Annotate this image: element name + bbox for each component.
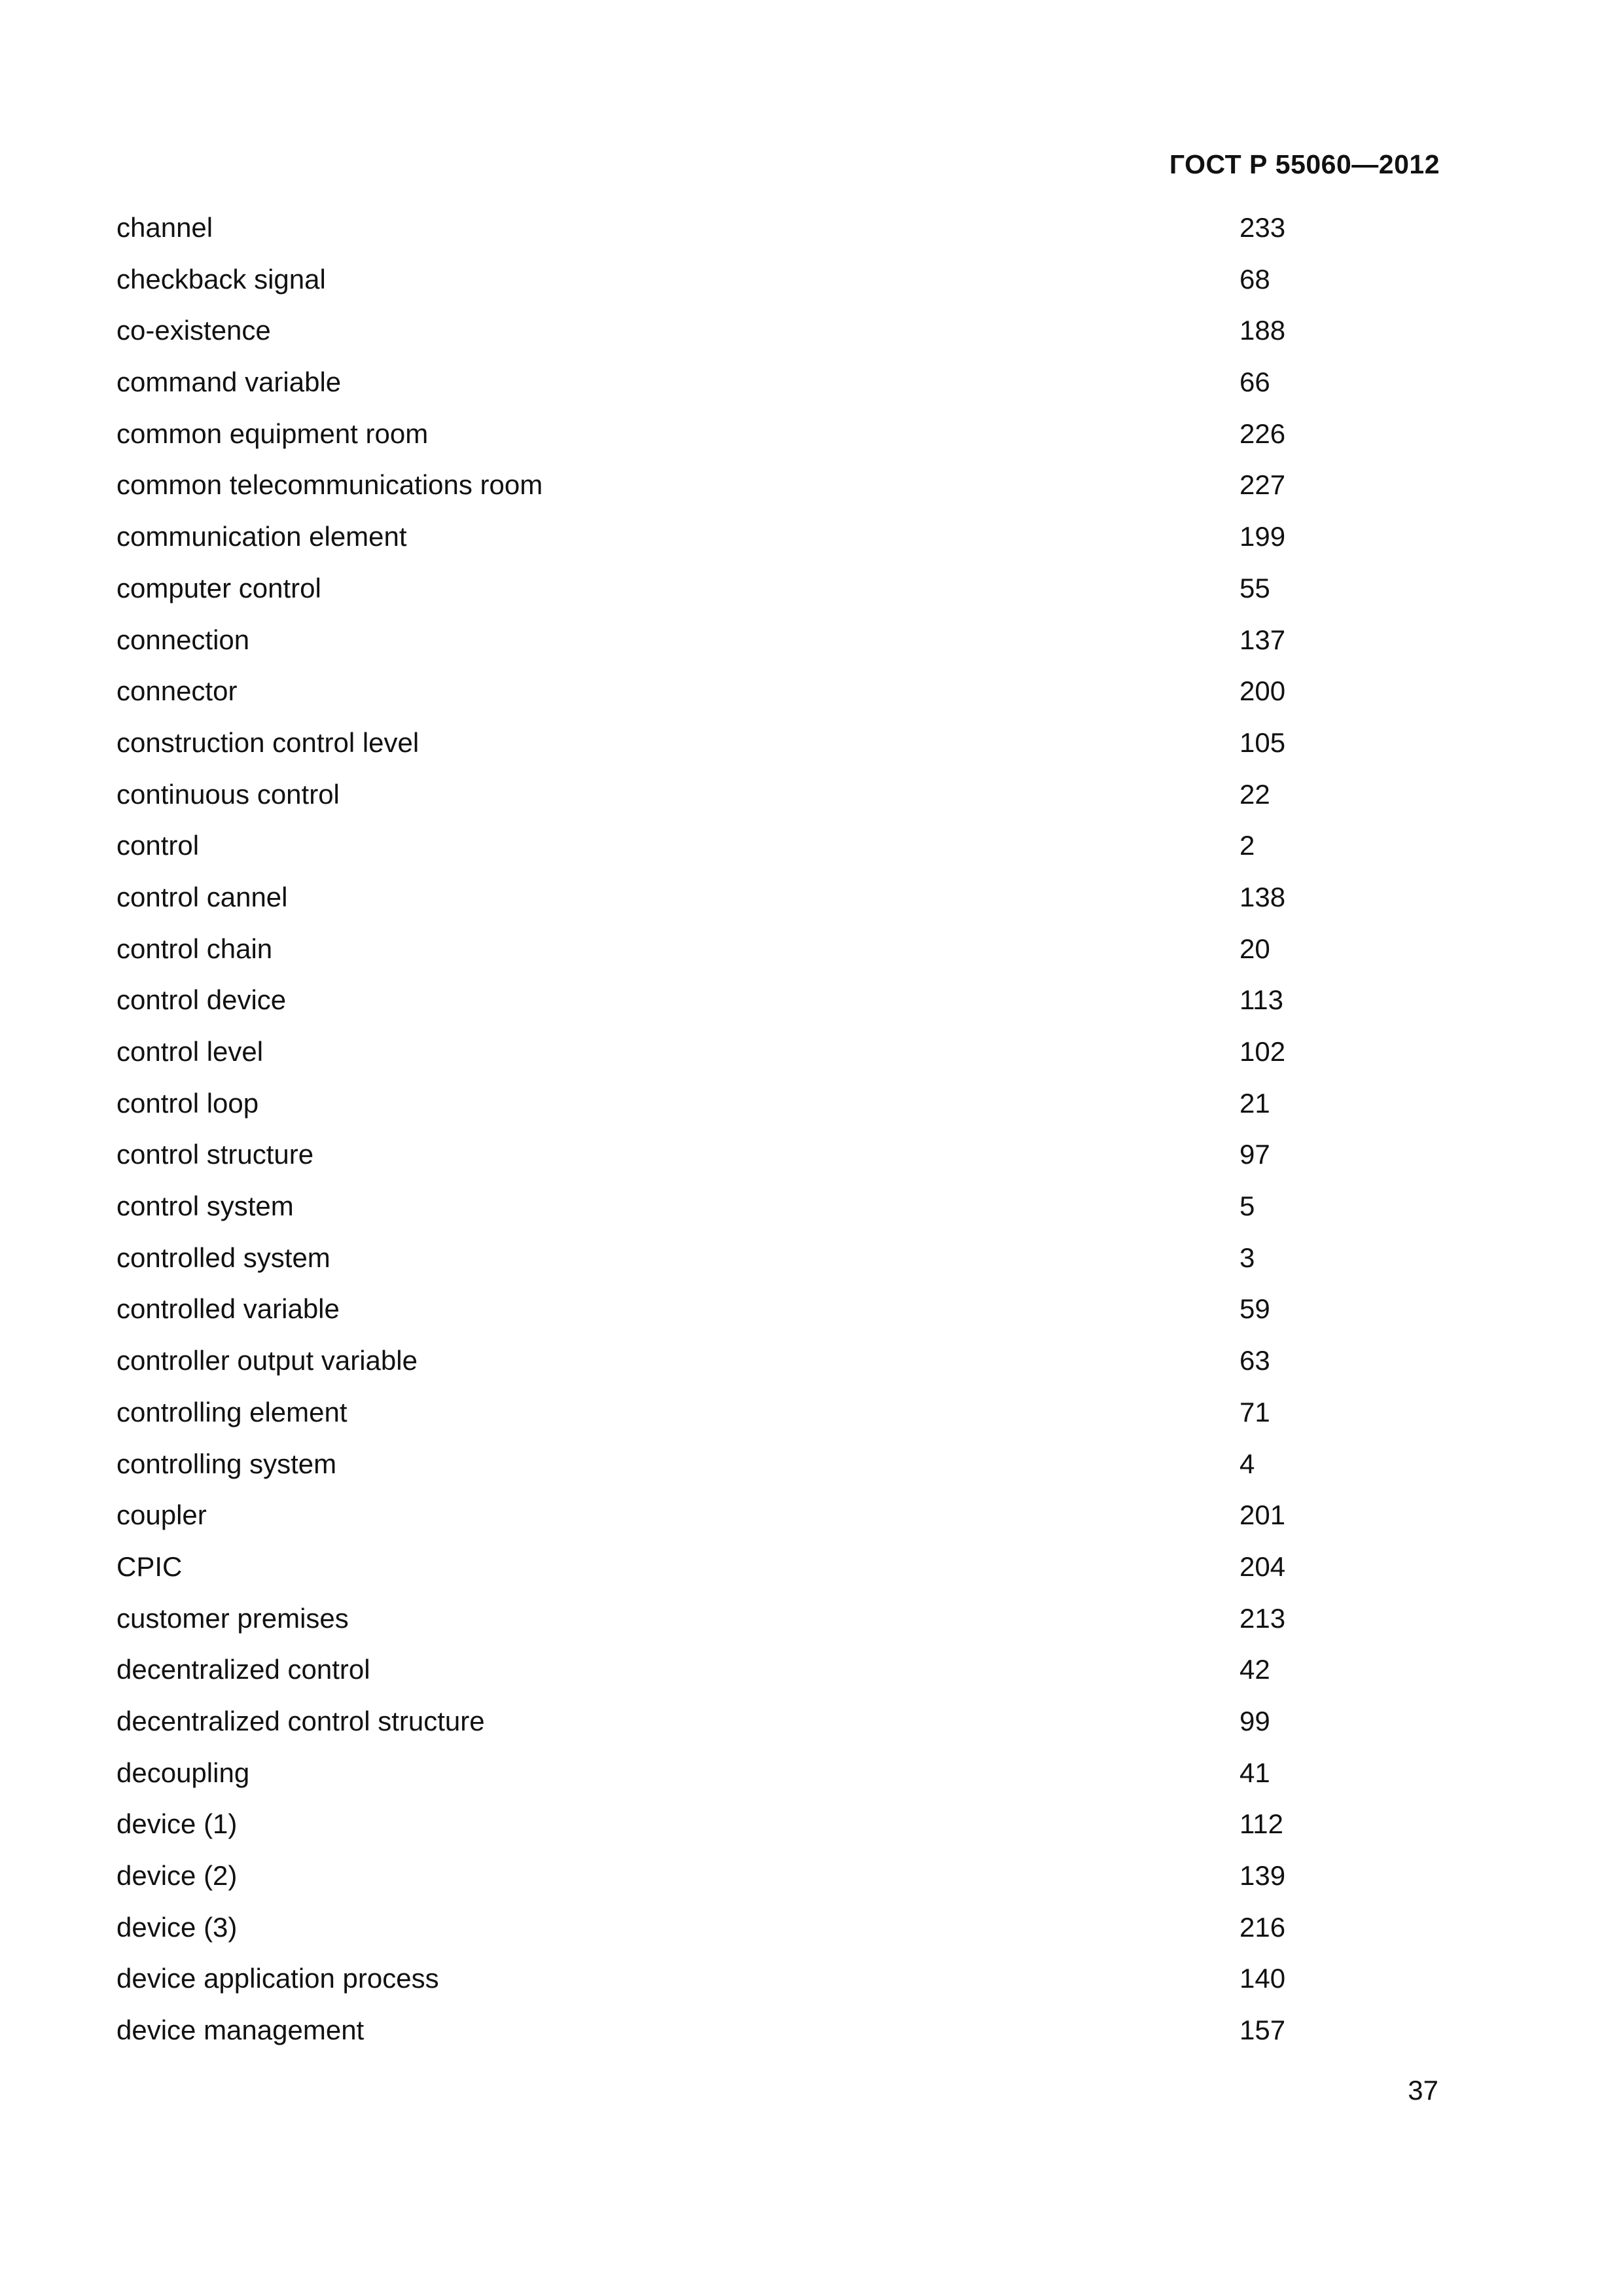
term-row — [116, 1959, 1440, 2011]
term-name: decentralized control structure — [116, 1705, 485, 1736]
term-name: command variable — [116, 367, 342, 398]
term-row — [116, 1341, 1440, 1393]
term-row — [116, 980, 1440, 1032]
term-number: 21 — [1240, 1087, 1270, 1119]
term-number: 233 — [1240, 212, 1286, 243]
term-name: control loop — [116, 1087, 259, 1119]
term-name: controller output variable — [116, 1345, 418, 1376]
term-name: controlling system — [116, 1448, 337, 1479]
term-number: 137 — [1240, 624, 1286, 655]
term-number: 42 — [1240, 1654, 1270, 1685]
term-row — [116, 826, 1440, 878]
term-number: 227 — [1240, 469, 1286, 501]
term-row — [116, 1238, 1440, 1290]
term-row — [116, 1444, 1440, 1496]
term-row — [116, 775, 1440, 827]
term-number: 138 — [1240, 881, 1286, 912]
term-number: 41 — [1240, 1757, 1270, 1788]
term-name: communication element — [116, 521, 407, 552]
term-number: 204 — [1240, 1551, 1286, 1582]
term-row — [116, 1547, 1440, 1599]
term-row — [116, 1289, 1440, 1341]
term-number: 188 — [1240, 315, 1286, 346]
term-name: control device — [116, 984, 287, 1016]
term-number: 105 — [1240, 726, 1286, 758]
term-row — [116, 1908, 1440, 1960]
term-row — [116, 1496, 1440, 1547]
term-name: coupler — [116, 1499, 207, 1531]
term-number: 226 — [1240, 418, 1286, 449]
term-row — [116, 1804, 1440, 1856]
term-name: checkback signal — [116, 263, 326, 295]
term-row — [116, 208, 1440, 260]
term-number: 20 — [1240, 933, 1270, 964]
term-row — [116, 929, 1440, 981]
term-number: 201 — [1240, 1499, 1286, 1531]
term-name: continuous control — [116, 778, 340, 810]
term-number: 22 — [1240, 778, 1270, 810]
term-name: control chain — [116, 933, 273, 964]
term-number: 139 — [1240, 1860, 1286, 1891]
term-number: 59 — [1240, 1293, 1270, 1325]
term-name: computer control — [116, 572, 321, 603]
term-name: common telecommunications room — [116, 469, 543, 501]
term-row — [116, 363, 1440, 414]
term-number: 4 — [1240, 1448, 1255, 1479]
term-number: 97 — [1240, 1139, 1270, 1170]
term-row — [116, 1856, 1440, 1908]
term-name: CPIC — [116, 1551, 183, 1582]
term-number: 102 — [1240, 1036, 1286, 1067]
term-row — [116, 723, 1440, 775]
term-number: 199 — [1240, 521, 1286, 552]
term-number: 99 — [1240, 1705, 1270, 1736]
term-name: decoupling — [116, 1757, 250, 1788]
term-name: co-existence — [116, 315, 271, 346]
term-name: control cannel — [116, 881, 288, 912]
term-number: 5 — [1240, 1191, 1255, 1222]
term-name: control system — [116, 1191, 294, 1222]
term-number: 66 — [1240, 367, 1270, 398]
term-number: 140 — [1240, 1963, 1286, 1994]
term-index-list — [116, 208, 1440, 2062]
term-row — [116, 517, 1440, 569]
term-name: control structure — [116, 1139, 314, 1170]
term-number: 213 — [1240, 1602, 1286, 1634]
term-row — [116, 1599, 1440, 1651]
term-row — [116, 1032, 1440, 1084]
term-row — [116, 878, 1440, 929]
term-number: 3 — [1240, 1242, 1255, 1273]
term-row — [116, 1135, 1440, 1187]
term-row — [116, 2011, 1440, 2062]
term-row — [116, 569, 1440, 620]
term-name: connection — [116, 624, 250, 655]
term-row — [116, 1753, 1440, 1805]
term-row — [116, 311, 1440, 363]
term-name: channel — [116, 212, 213, 243]
term-row — [116, 620, 1440, 672]
term-number: 200 — [1240, 675, 1286, 707]
term-name: device (2) — [116, 1860, 238, 1891]
term-row — [116, 1084, 1440, 1136]
term-number: 2 — [1240, 830, 1255, 861]
term-number: 63 — [1240, 1345, 1270, 1376]
term-number: 216 — [1240, 1911, 1286, 1943]
term-row — [116, 1650, 1440, 1702]
term-name: controlled variable — [116, 1293, 340, 1325]
term-row — [116, 672, 1440, 723]
term-name: control level — [116, 1036, 264, 1067]
term-number: 113 — [1240, 984, 1283, 1016]
term-name: common equipment room — [116, 418, 429, 449]
term-row — [116, 260, 1440, 312]
term-name: connector — [116, 675, 238, 707]
term-name: device (3) — [116, 1911, 238, 1943]
term-number: 68 — [1240, 263, 1270, 295]
page-header-standard-code: ГОСТ Р 55060—2012 — [1169, 149, 1440, 179]
term-row — [116, 1187, 1440, 1238]
term-name: construction control level — [116, 726, 419, 758]
term-number: 71 — [1240, 1396, 1270, 1427]
term-row — [116, 465, 1440, 517]
term-row — [116, 1702, 1440, 1753]
term-name: controlled system — [116, 1242, 330, 1273]
term-row — [116, 414, 1440, 466]
term-number: 55 — [1240, 572, 1270, 603]
term-number: 112 — [1240, 1808, 1283, 1840]
term-name: decentralized control — [116, 1654, 370, 1685]
term-row — [116, 1393, 1440, 1444]
term-number: 157 — [1240, 2015, 1286, 2046]
term-name: device management — [116, 2015, 365, 2046]
page-number: 37 — [1408, 2075, 1438, 2106]
term-name: customer premises — [116, 1602, 349, 1634]
term-name: controlling element — [116, 1396, 348, 1427]
term-name: control — [116, 830, 200, 861]
term-name: device application process — [116, 1963, 439, 1994]
term-name: device (1) — [116, 1808, 238, 1840]
